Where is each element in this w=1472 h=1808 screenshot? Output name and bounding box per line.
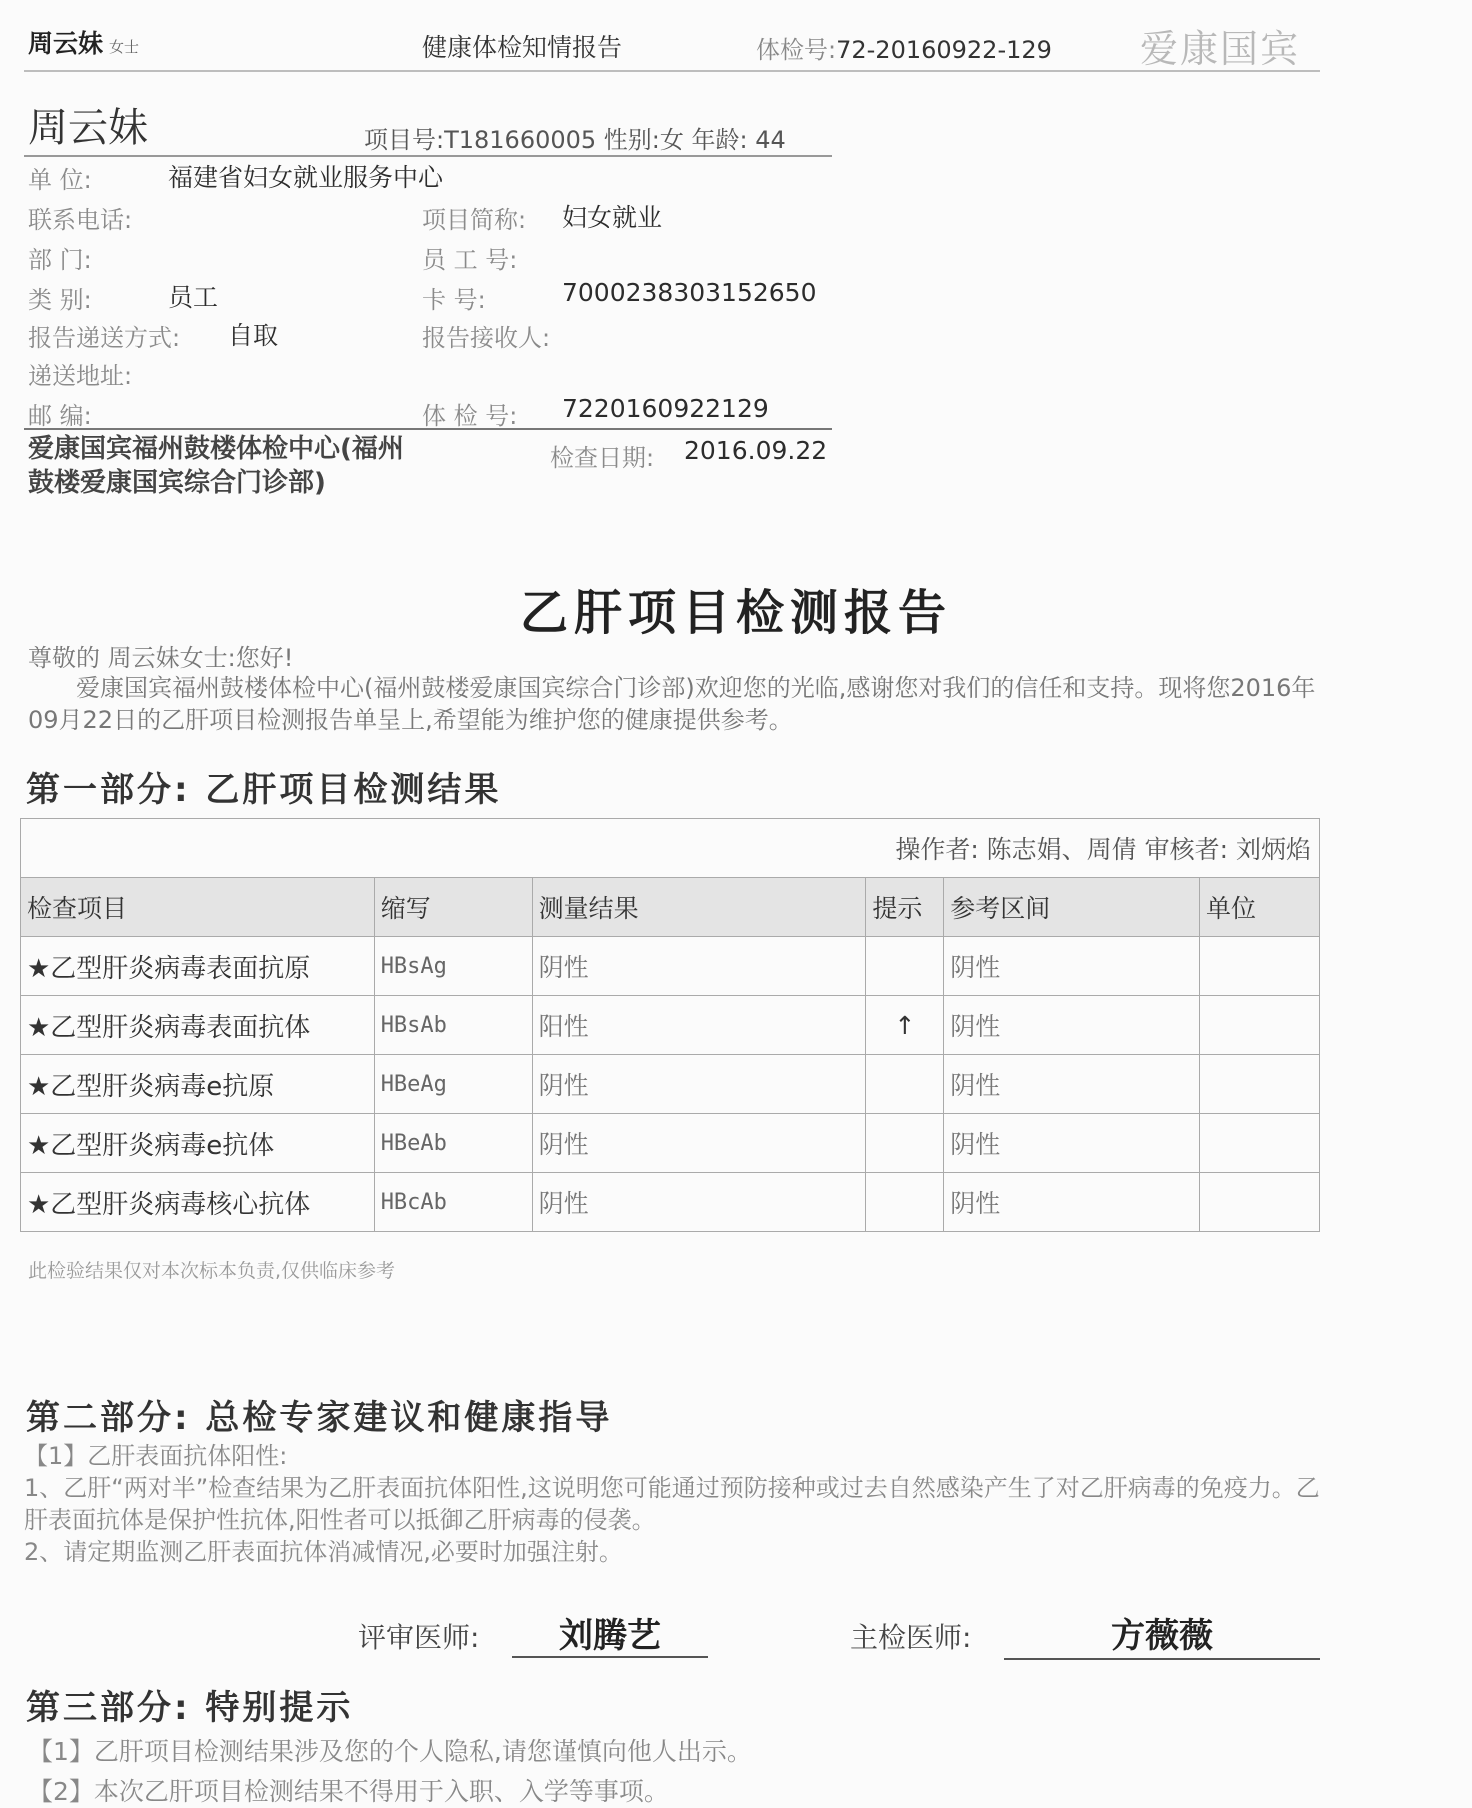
- result-cell: 阴性: [532, 1173, 866, 1232]
- receiver-label: 报告接收人:: [422, 324, 551, 352]
- table-row: [21, 1114, 1320, 1173]
- check-date-label: 检查日期:: [550, 444, 655, 472]
- part2-title: 第二部分: 总检专家建议和健康指导: [26, 1398, 613, 1438]
- intro-paragraph: 爱康国宾福州鼓楼体检中心(福州鼓楼爱康国宾综合门诊部)欢迎您的光临,感谢您对我们的信任和支持。现将您2016年09月22日的乙肝项目检测报告单呈上,希望能为维护您的健康提供参考。: [28, 674, 1316, 734]
- unit-cell: [1200, 1173, 1320, 1232]
- header-honorific: 女士: [109, 38, 140, 56]
- patient-bottom-divider: [24, 428, 832, 430]
- reviewer-label: 评审医师:: [358, 1621, 480, 1654]
- part1-title: 第一部分: 乙肝项目检测结果: [26, 770, 502, 810]
- part3-title: 第三部分: 特别提示: [26, 1688, 354, 1728]
- chief-signature-line: [1004, 1658, 1320, 1660]
- category-value: 员工: [168, 283, 219, 312]
- results-table: [20, 818, 1320, 1232]
- operators-text: 操作者: 陈志娟、周倩 审核者: 刘炳焰: [21, 819, 1320, 878]
- hint-cell: [866, 937, 944, 996]
- project-sex-age: 项目号:T181660005 性别:女 年龄: 44: [364, 126, 786, 154]
- check-date-value: 2016.09.22: [684, 436, 828, 465]
- ref-cell: 阴性: [944, 937, 1200, 996]
- unit-cell: [1200, 996, 1320, 1055]
- patient-divider: [24, 155, 832, 157]
- unit-cell: [1200, 937, 1320, 996]
- card-label: 卡 号:: [422, 286, 486, 314]
- unit-cell: [1200, 1055, 1320, 1114]
- col-header-item: 检查项目: [21, 878, 375, 937]
- hint-cell: [866, 1055, 944, 1114]
- result-cell: 阴性: [532, 1114, 866, 1173]
- special-tip-2: 【2】本次乙肝项目检测结果不得用于入职、入学等事项。: [28, 1777, 669, 1806]
- ref-cell: 阴性: [944, 1055, 1200, 1114]
- col-header-hint: 提示: [866, 878, 944, 937]
- unit-value: 福建省妇女就业服务中心: [168, 163, 444, 192]
- exam-no-label: 体 检 号:: [422, 402, 518, 430]
- item-cell: ★乙型肝炎病毒核心抗体: [21, 1173, 375, 1232]
- dept-label: 部 门:: [28, 246, 92, 274]
- item-cell: ★乙型肝炎病毒表面抗体: [21, 996, 375, 1055]
- col-header-unit: 单位: [1200, 878, 1320, 937]
- brand-logo: 爱康国宾: [1140, 27, 1301, 71]
- header-exam-number: 体检号:72-20160922-129: [756, 36, 1052, 64]
- table-header-row: [21, 878, 1320, 937]
- chief-signature: 方薇薇: [1111, 1616, 1213, 1656]
- advice-paragraph-2: 2、请定期监测乙肝表面抗体消减情况,必要时加强注射。: [24, 1538, 623, 1566]
- abbr-cell: HBcAb: [374, 1173, 532, 1232]
- delivery-label: 报告递送方式:: [28, 324, 181, 352]
- exam-no-value: 7220160922129: [562, 394, 769, 423]
- greeting: 尊敬的 周云妹女士:您好!: [28, 644, 294, 672]
- center-name: 爱康国宾福州鼓楼体检中心(福州鼓楼爱康国宾综合门诊部): [28, 434, 404, 498]
- address-label: 递送地址:: [28, 362, 133, 390]
- staff-no-label: 员 工 号:: [422, 246, 518, 274]
- table-row: [21, 1055, 1320, 1114]
- header-patient-name: 周云妹 女士: [28, 29, 140, 58]
- special-tip-1: 【1】乙肝项目检测结果涉及您的个人隐私,请您谨慎向他人出示。: [28, 1737, 752, 1766]
- col-header-result: 测量结果: [532, 878, 866, 937]
- abbr-cell: HBsAb: [374, 996, 532, 1055]
- table-row: [21, 996, 1320, 1055]
- result-disclaimer: 此检验结果仅对本次标本负责,仅供临床参考: [28, 1260, 396, 1282]
- ref-cell: 阴性: [944, 996, 1200, 1055]
- project-abbr-value: 妇女就业: [562, 203, 663, 232]
- col-header-abbr: 缩写: [374, 878, 532, 937]
- ref-cell: 阴性: [944, 1173, 1200, 1232]
- header-report-title: 健康体检知情报告: [422, 33, 623, 62]
- ref-cell: 阴性: [944, 1114, 1200, 1173]
- abbr-cell: HBeAg: [374, 1055, 532, 1114]
- hint-cell: [866, 1173, 944, 1232]
- patient-name: 周云妹: [28, 105, 148, 151]
- unit-label: 单 位:: [28, 166, 92, 194]
- header-divider: [24, 70, 1320, 72]
- table-row: [21, 937, 1320, 996]
- reviewer-signature: 刘腾艺: [559, 1616, 661, 1656]
- result-cell: 阴性: [532, 1055, 866, 1114]
- card-value: 7000238303152650: [562, 278, 817, 307]
- hint-cell: [866, 1114, 944, 1173]
- zip-label: 邮 编:: [28, 402, 92, 430]
- project-abbr-label: 项目简称:: [422, 206, 527, 234]
- unit-cell: [1200, 1114, 1320, 1173]
- table-row: [21, 1173, 1320, 1232]
- item-cell: ★乙型肝炎病毒e抗体: [21, 1114, 375, 1173]
- result-cell: 阴性: [532, 937, 866, 996]
- chief-label: 主检医师:: [850, 1621, 972, 1654]
- result-cell: 阳性: [532, 996, 866, 1055]
- abbr-cell: HBsAg: [374, 937, 532, 996]
- col-header-ref: 参考区间: [944, 878, 1200, 937]
- hint-up-arrow-icon: ↑: [866, 996, 944, 1055]
- abbr-cell: HBeAb: [374, 1114, 532, 1173]
- delivery-value: 自取: [228, 321, 279, 350]
- reviewer-signature-line: [512, 1656, 708, 1658]
- advice-paragraph-1: 1、乙肝“两对半”检查结果为乙肝表面抗体阳性,这说明您可能通过预防接种或过去自然感染产生了对乙肝病毒的免疫力。乙肝表面抗体是保护性抗体,阳性者可以抵御乙肝病毒的侵袭。: [24, 1474, 1320, 1534]
- operators-row: [21, 819, 1320, 878]
- item-cell: ★乙型肝炎病毒表面抗原: [21, 937, 375, 996]
- advice-block: [24, 1440, 1334, 1568]
- advice-heading: 【1】乙肝表面抗体阳性:: [24, 1442, 288, 1470]
- report-title: 乙肝项目检测报告: [519, 585, 952, 641]
- category-label: 类 别:: [28, 286, 92, 314]
- phone-label: 联系电话:: [28, 206, 133, 234]
- item-cell: ★乙型肝炎病毒e抗原: [21, 1055, 375, 1114]
